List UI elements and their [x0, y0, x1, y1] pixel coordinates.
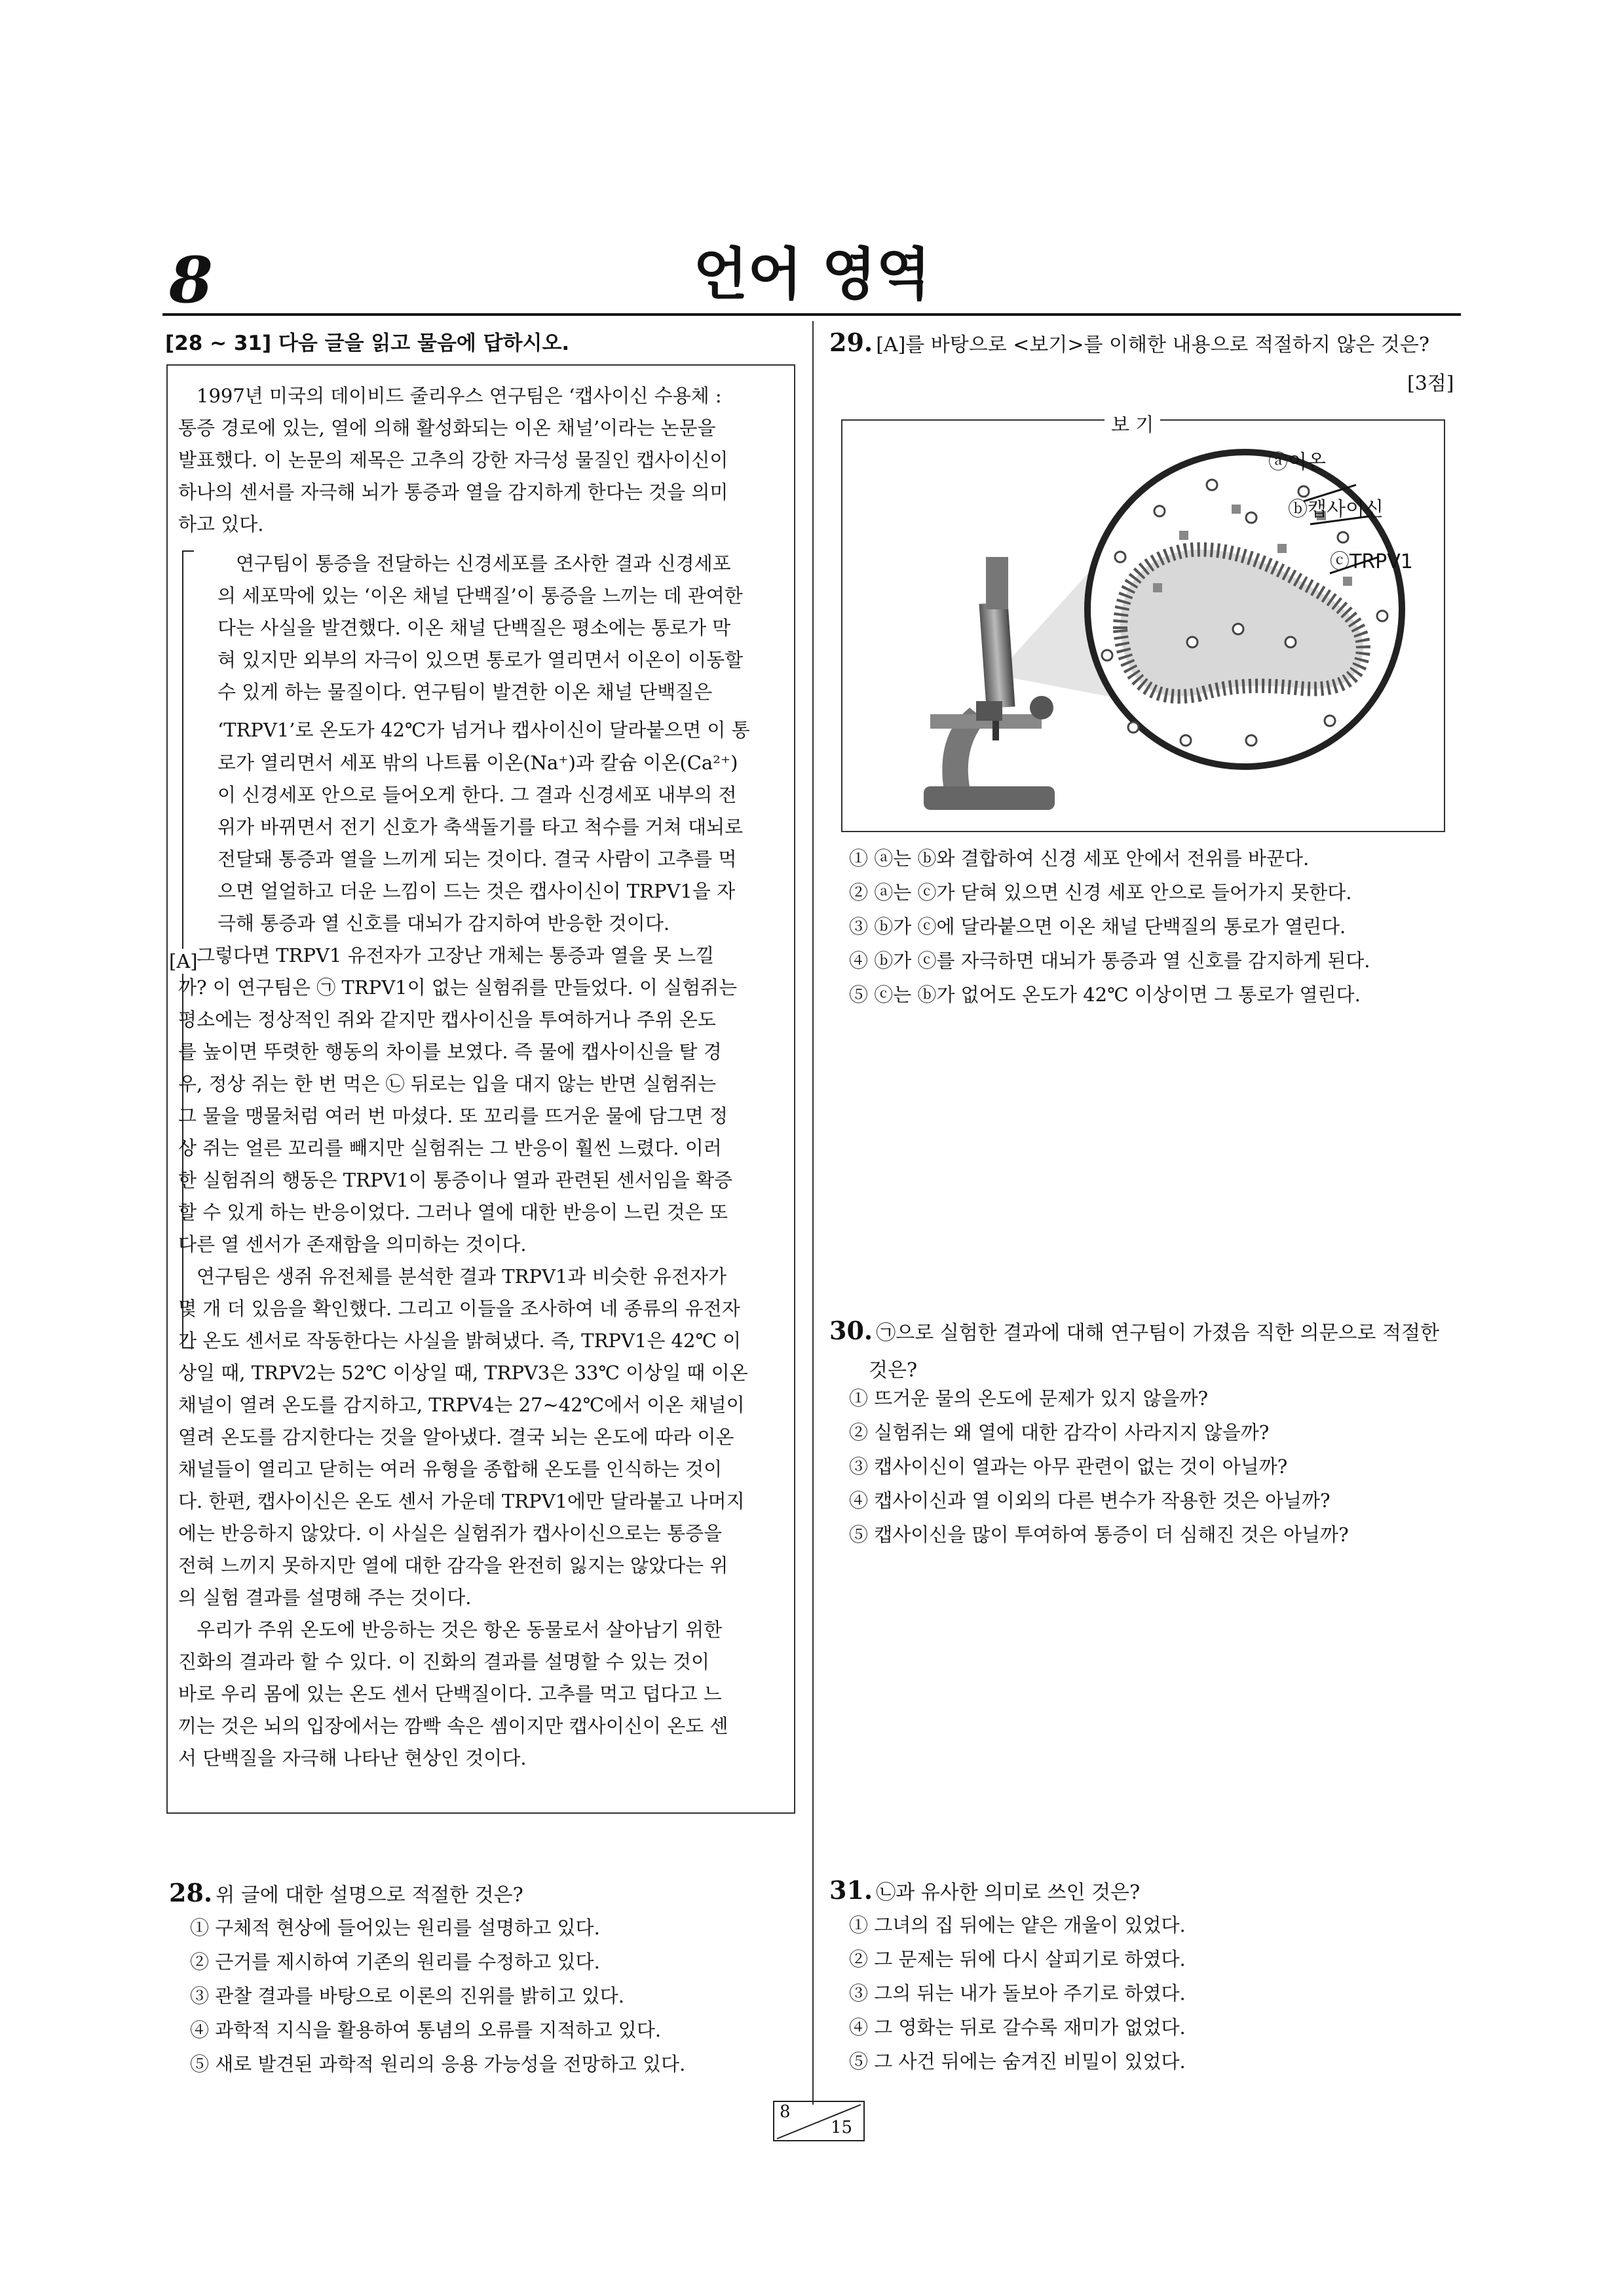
q30-option-4[interactable]: ④ 캡사이신과 열 이외의 다른 변수가 작용한 것은 아닐까?	[849, 1489, 1331, 1512]
q29-option-2[interactable]: ② ⓐ는 ⓒ가 닫혀 있으면 신경 세포 안으로 들어가지 못한다.	[849, 881, 1352, 904]
figure-label-ion: ⓐ이온	[1268, 451, 1326, 474]
passage-line: 다는 사실을 발견했다. 이온 채널 단백질은 평소에는 통로가 막	[217, 617, 731, 639]
passage-line: 연구팀은 생쥐 유전체를 분석한 결과 TRPV1과 비슷한 유전자가	[197, 1265, 727, 1288]
passage-line: 상일 때, TRPV2는 52℃ 이상일 때, TRPV3은 33℃ 이상일 때 이온	[178, 1362, 748, 1384]
passage-line: 이 신경세포 안으로 들어오게 한다. 그 결과 신경세포 내부의 전	[217, 784, 737, 806]
q29-option-1[interactable]: ① ⓐ는 ⓑ와 결합하여 신경 세포 안에서 전위를 바꾼다.	[849, 847, 1310, 870]
question-stem: ㉡과 유사한 의미로 쓰인 것은?	[876, 1881, 1141, 1904]
passage-line: 전혀 느끼지 못하지만 열에 대한 감각을 완전히 잃지는 않았다는 위	[178, 1554, 728, 1577]
passage-line: 전달돼 통증과 열을 느끼게 되는 것이다. 결국 사람이 고추를 먹	[217, 848, 737, 870]
passage-line: 하나의 센서를 자극해 뇌가 통증과 열을 감지하게 한다는 것을 의미	[178, 481, 728, 503]
q31-option-1[interactable]: ① 그녀의 집 뒤에는 얕은 개울이 있었다.	[849, 1914, 1186, 1936]
passage-line: 진화의 결과라 할 수 있다. 이 진화의 결과를 설명할 수 있는 것이	[178, 1651, 709, 1673]
passage-line: 로가 열리면서 세포 밖의 나트륨 이온(Na⁺)과 칼슘 이온(Ca²⁺)	[217, 752, 738, 774]
passage-line: 그렇다면 TRPV1 유전자가 고장난 개체는 통증과 열을 못 느낄	[197, 944, 715, 966]
passage-line: 가 온도 센서로 작동한다는 사실을 밝혀냈다. 즉, TRPV1은 42℃ 이	[178, 1330, 742, 1352]
passage-line: 하고 있다.	[178, 513, 264, 535]
passage-line: 바로 우리 몸에 있는 온도 센서 단백질이다. 고추를 먹고 덥다고 느	[178, 1683, 722, 1705]
passage-line: 수 있게 하는 물질이다. 연구팀이 발견한 이온 채널 단백질은	[217, 681, 713, 703]
q30-option-3[interactable]: ③ 캡사이신이 열과는 아무 관련이 없는 것이 아닐까?	[849, 1455, 1288, 1478]
microscope-cell-figure	[845, 432, 1441, 826]
question-stem: ㉠으로 실험한 결과에 대해 연구팀이 가졌음 직한 의문으로 적절한	[876, 1322, 1439, 1345]
section-title: 언어 영역	[693, 242, 931, 307]
passage-line: 의 세포막에 있는 ‘이온 채널 단백질’이 통증을 느끼는 데 관여한	[217, 584, 743, 607]
figure-label-trpv1: ⓒTRPV1	[1330, 550, 1413, 573]
q31-option-4[interactable]: ④ 그 영화는 뒤로 갈수록 재미가 없었다.	[849, 2016, 1186, 2038]
question-stem: [A]를 바탕으로 <보기>를 이해한 내용으로 적절하지 않은 것은?	[876, 334, 1429, 356]
question-number: 30.	[829, 1316, 873, 1345]
q28-option-1[interactable]: ① 구체적 현상에 들어있는 원리를 설명하고 있다.	[190, 1917, 600, 1939]
passage-line: 다. 한편, 캡사이신은 온도 센서 가운데 TRPV1에만 달라붙고 나머지	[178, 1490, 745, 1512]
passage-line: 끼는 것은 뇌의 입장에서는 깜빡 속은 셈이지만 캡사이신이 온도 센	[178, 1715, 728, 1737]
passage-line: 1997년 미국의 데이비드 줄리우스 연구팀은 ‘캡사이신 수용체 :	[197, 385, 722, 407]
passage-line: 위가 바뀌면서 전기 신호가 축색돌기를 타고 척수를 거쳐 대뇌로	[217, 816, 744, 838]
passage-line: 할 수 있게 하는 반응이었다. 그러나 열에 대한 반응이 느린 것은 또	[178, 1201, 728, 1223]
q28-option-4[interactable]: ④ 과학적 지식을 활용하여 통념의 오류를 지적하고 있다.	[190, 2019, 662, 2041]
q30-option-1[interactable]: ① 뜨거운 물의 온도에 문제가 있지 않을까?	[849, 1387, 1209, 1409]
passage-line: 를 높이면 뚜렷한 행동의 차이를 보였다. 즉 물에 캡사이신을 탈 경	[178, 1041, 722, 1063]
question-number: 28.	[169, 1878, 213, 1907]
question-number: 31.	[829, 1875, 873, 1905]
passage-line: 상 쥐는 얼른 꼬리를 빼지만 실험쥐는 그 반응이 훨씬 느렸다. 이러	[178, 1137, 722, 1159]
question-29	[829, 328, 1429, 357]
question-30	[829, 1316, 1439, 1345]
q28-option-3[interactable]: ③ 관찰 결과를 바탕으로 이론의 진위를 밝히고 있다.	[190, 1985, 625, 2007]
q28-option-2[interactable]: ② 근거를 제시하여 기존의 원리를 수정하고 있다.	[190, 1951, 600, 1973]
q30-option-2[interactable]: ② 실험쥐는 왜 열에 대한 감각이 사라지지 않을까?	[849, 1421, 1270, 1444]
q31-option-5[interactable]: ⑤ 그 사건 뒤에는 숨겨진 비밀이 있었다.	[849, 2050, 1186, 2073]
passage-line: 의 실험 결과를 설명해 주는 것이다.	[178, 1586, 472, 1609]
footer-total-pages: 15	[831, 2118, 853, 2137]
passage-line: 발표했다. 이 논문의 제목은 고추의 강한 자극성 물질인 캡사이신이	[178, 449, 728, 471]
page-number: 8	[169, 243, 213, 317]
passage-line: 평소에는 정상적인 쥐와 같지만 캡사이신을 투여하거나 주위 온도	[178, 1008, 716, 1031]
passage-line: 혀 있지만 외부의 자극이 있으면 통로가 열리면서 이온이 이동할	[217, 649, 744, 671]
passage-line: 우, 정상 쥐는 한 번 먹은 ㉡ 뒤로는 입을 대지 않는 반면 실험쥐는	[178, 1073, 717, 1095]
column-divider	[812, 321, 814, 2105]
passage-line: 채널들이 열리고 닫히는 여러 유형을 종합해 온도를 인식하는 것이	[178, 1458, 723, 1480]
q30-option-5[interactable]: ⑤ 캡사이신을 많이 투여하여 통증이 더 심해진 것은 아닐까?	[849, 1523, 1349, 1546]
passage-line: 연구팀이 통증을 전달하는 신경세포를 조사한 결과 신경세포	[236, 552, 731, 575]
passage-line: 한 실험쥐의 행동은 TRPV1이 통증이나 열과 관련된 센서임을 확증	[178, 1169, 733, 1191]
passage-line: 몇 개 더 있음을 확인했다. 그리고 이들을 조사하여 네 종류의 유전자	[178, 1297, 740, 1320]
question-28	[169, 1878, 523, 1907]
passage-line: ‘TRPV1’로 온도가 42℃가 넘거나 캡사이신이 달라붙으면 이 통	[217, 719, 750, 741]
passage-bracket-label: [A]	[169, 950, 198, 972]
q29-option-4[interactable]: ④ ⓑ가 ⓒ를 자극하면 대뇌가 통증과 열 신호를 감지하게 된다.	[849, 949, 1370, 972]
passage-line: 에는 반응하지 않았다. 이 사실은 실험쥐가 캡사이신으로는 통증을	[178, 1522, 723, 1544]
bogi-label: 보 기	[1105, 410, 1160, 437]
question-stem: 위 글에 대한 설명으로 적절한 것은?	[216, 1884, 523, 1907]
passage-line: 다른 열 센서가 존재함을 의미하는 것이다.	[178, 1233, 527, 1255]
question-points: [3점]	[1407, 372, 1454, 395]
passage-line: 그 물을 맹물처럼 여러 번 마셨다. 또 꼬리를 뜨거운 물에 담그면 정	[178, 1105, 728, 1127]
header-rule	[162, 313, 1461, 316]
q28-option-5[interactable]: ⑤ 새로 발견된 과학적 원리의 응용 가능성을 전망하고 있다.	[190, 2053, 686, 2075]
q31-option-3[interactable]: ③ 그의 뒤는 내가 돌보아 주기로 하였다.	[849, 1982, 1186, 2004]
passage-line: 으면 얼얼하고 더운 느낌이 드는 것은 캡사이신이 TRPV1을 자	[217, 880, 736, 902]
q31-option-2[interactable]: ② 그 문제는 뒤에 다시 살피기로 하였다.	[849, 1948, 1186, 1970]
microscope-icon	[924, 557, 1055, 810]
passage-line: 극해 통증과 열 신호를 대뇌가 감지하여 반응한 것이다.	[217, 912, 670, 934]
passage-line: 통증 경로에 있는, 열에 의해 활성화되는 이온 채널’이라는 논문을	[178, 417, 716, 439]
figure-label-capsaicin: ⓑ캡사이신	[1288, 498, 1384, 521]
q29-option-3[interactable]: ③ ⓑ가 ⓒ에 달라붙으면 이온 채널 단백질의 통로가 열린다.	[849, 915, 1346, 938]
instruction: [28 ~ 31] 다음 글을 읽고 물음에 답하시오.	[165, 332, 570, 355]
passage-line: 열려 온도를 감지한다는 것을 알아냈다. 결국 뇌는 온도에 따라 이온	[178, 1426, 734, 1448]
q29-option-5[interactable]: ⑤ ⓒ는 ⓑ가 없어도 온도가 42℃ 이상이면 그 통로가 열린다.	[849, 984, 1361, 1006]
passage-line: 우리가 주위 온도에 반응하는 것은 항온 동물로서 살아남기 위한	[197, 1618, 723, 1641]
passage-line: 서 단백질을 자극해 나타난 현상인 것이다.	[178, 1747, 527, 1769]
question-stem-cont: 것은?	[869, 1359, 918, 1382]
question-number: 29.	[829, 328, 873, 357]
footer-current-page: 8	[780, 2102, 791, 2122]
passage-line: 까? 이 연구팀은 ㉠ TRPV1이 없는 실험쥐를 만들었다. 이 실험쥐는	[178, 976, 738, 999]
passage-line: 채널이 열려 온도를 감지하고, TRPV4는 27~42℃에서 이온 채널이	[178, 1394, 745, 1416]
question-31	[829, 1875, 1140, 1905]
